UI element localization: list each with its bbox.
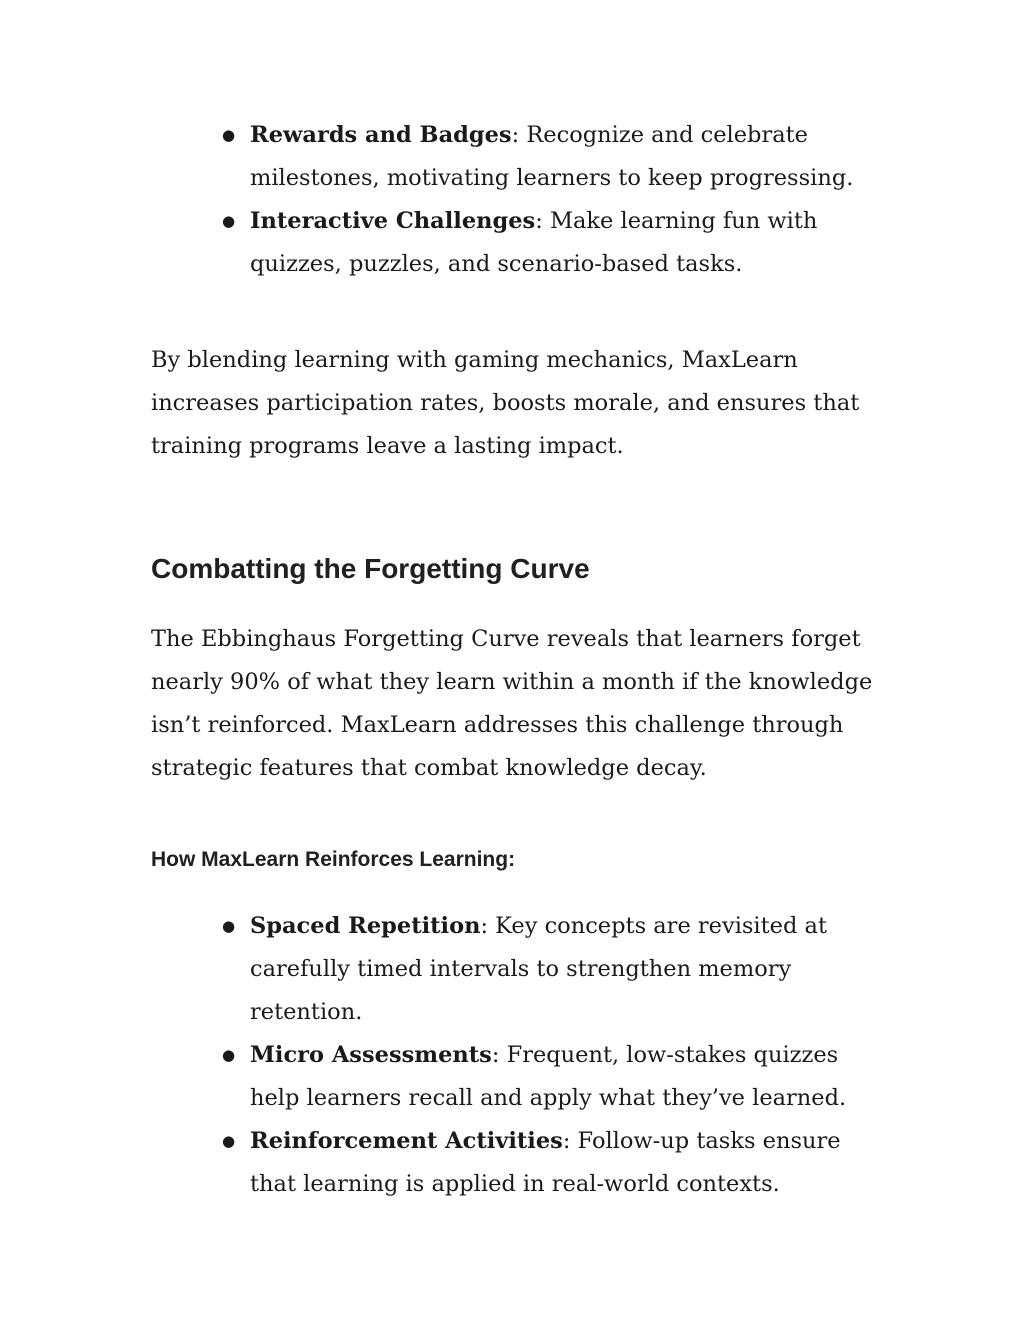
feature-term: Reinforcement Activities: [250, 1128, 563, 1154]
feature-description: : Key concepts are revisited at carefully timed intervals to strengthen memory retention.: [250, 913, 827, 1025]
feature-term: Interactive Challenges: [250, 208, 536, 234]
gamification-feature-list: [222, 114, 862, 286]
reinforcement-feature-list: [222, 905, 862, 1206]
feature-description: : Recognize and celebrate milestones, motivating learners to keep progressing.: [250, 122, 854, 191]
list-item: [222, 1120, 862, 1206]
feature-description: : Frequent, low-stakes quizzes help learners recall and apply what they’ve learned.: [250, 1042, 847, 1111]
section-heading: Combatting the Forgetting Curve: [151, 553, 590, 584]
feature-term: Rewards and Badges: [250, 122, 512, 148]
bullet-icon: ●: [222, 126, 236, 144]
bullet-icon: ●: [222, 917, 236, 935]
bullet-icon: ●: [222, 212, 236, 230]
bullet-icon: ●: [222, 1046, 236, 1064]
feature-term: Spaced Repetition: [250, 913, 481, 939]
section-intro-paragraph: The Ebbinghaus Forgetting Curve reveals that learners forget nearly 90% of what they learn within a month if the knowledge isn’t reinforced. MaxLearn addresses this challenge through strategic features that combat knowledge decay.: [151, 626, 873, 781]
subheading: How MaxLearn Reinforces Learning:: [151, 848, 516, 871]
bullet-icon: ●: [222, 1132, 236, 1150]
list-item: [222, 200, 862, 286]
list-item: [222, 114, 862, 200]
list-item: [222, 1034, 862, 1120]
feature-term: Micro Assessments: [250, 1042, 492, 1068]
gamification-summary-paragraph: By blending learning with gaming mechanics, MaxLearn increases participation rates, boosts morale, and ensures that training programs leave a lasting impact.: [151, 347, 860, 459]
list-item: [222, 905, 862, 1034]
feature-description: : Make learning fun with quizzes, puzzles, and scenario-based tasks.: [250, 208, 818, 277]
feature-description: : Follow-up tasks ensure that learning is applied in real-world contexts.: [250, 1128, 841, 1197]
